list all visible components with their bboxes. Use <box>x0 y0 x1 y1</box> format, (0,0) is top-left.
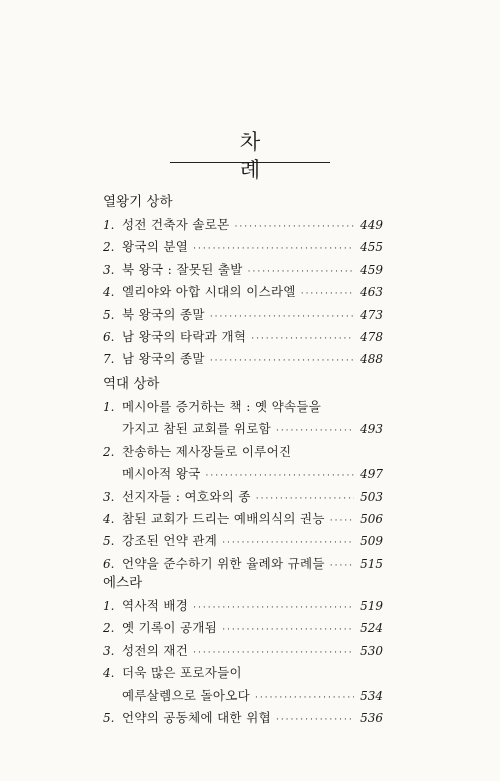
page-number: 459 <box>360 262 383 277</box>
toc-entry <box>103 707 383 729</box>
page-number: 493 <box>360 422 383 437</box>
toc-entry-line <box>103 662 383 684</box>
section-heading: 역대 상하 <box>103 376 160 392</box>
toc-entry <box>103 304 383 326</box>
entry-title: 더욱 많은 포로자들이 <box>122 665 242 681</box>
entry-title: 성전 건축자 솔로몬 <box>122 217 230 232</box>
dot-leader <box>330 510 354 532</box>
toc-entry <box>103 530 383 552</box>
toc-entry <box>103 396 383 441</box>
toc-entry-line <box>103 259 383 281</box>
toc-entry-line <box>103 530 383 552</box>
entry-number: 4. <box>103 666 115 681</box>
entry-number: 2. <box>103 621 115 636</box>
entry-number: 5. <box>103 710 115 725</box>
entry-title: 예루살렘으로 돌아오다 <box>122 687 251 703</box>
entry-title: 언약을 준수하기 위한 율례와 규례들 <box>122 555 325 571</box>
page-number: 488 <box>360 352 383 367</box>
dot-leader <box>276 709 354 731</box>
page-number: 463 <box>360 285 383 300</box>
toc-entry-line <box>103 685 383 707</box>
dot-leader <box>193 597 354 619</box>
entry-number: 1. <box>103 218 115 232</box>
entry-number: 2. <box>103 444 115 459</box>
entry-title: 선지자들 : 여호와의 종 <box>122 488 251 504</box>
entry-title: 역사적 배경 <box>122 598 189 613</box>
toc-section-chronicles <box>103 374 383 575</box>
page-number: 519 <box>360 599 383 613</box>
page-number: 503 <box>360 489 383 504</box>
entry-number: 3. <box>103 262 115 277</box>
toc-entry-line <box>103 595 383 617</box>
dot-leader <box>193 642 354 664</box>
toc-entry-line <box>103 236 383 258</box>
toc-entry-line <box>103 640 383 662</box>
toc-entry <box>103 441 383 486</box>
dot-leader <box>276 420 354 442</box>
toc-entry-line <box>103 396 383 418</box>
entry-title: 엘리야와 아합 시대의 이스라엘 <box>122 284 296 300</box>
dot-leader <box>248 261 354 283</box>
toc-entry <box>103 508 383 530</box>
entry-number: 1. <box>103 400 115 414</box>
entry-list <box>103 595 383 729</box>
page-number: 536 <box>360 710 383 725</box>
page-title: 차 례 <box>239 130 295 182</box>
toc-entry-line <box>103 707 383 729</box>
toc-entry-line <box>103 508 383 530</box>
entry-title: 옛 기록이 공개됨 <box>122 620 218 636</box>
page-number: 449 <box>360 218 383 232</box>
entry-list <box>103 396 383 575</box>
entry-number: 6. <box>103 329 115 344</box>
entry-number: 3. <box>103 643 115 658</box>
entry-number: 1. <box>103 599 115 613</box>
section-heading: 열왕기 상하 <box>103 194 173 210</box>
toc-section-ezra <box>103 573 383 729</box>
entry-number: 4. <box>103 285 115 300</box>
toc-entry <box>103 326 383 348</box>
toc-entry <box>103 662 383 707</box>
page-number: 524 <box>360 621 383 636</box>
dot-leader <box>256 488 354 510</box>
page-number: 473 <box>360 307 383 322</box>
toc-entry <box>103 486 383 508</box>
entry-title: 북 왕국의 종말 <box>122 306 205 322</box>
entry-title: 메시아적 왕국 <box>122 466 201 482</box>
dot-leader <box>301 283 354 305</box>
entry-number: 5. <box>103 307 115 322</box>
page-number: 506 <box>360 511 383 526</box>
toc-entry-line <box>103 214 383 236</box>
dot-leader <box>210 306 354 328</box>
entry-title: 남 왕국의 종말 <box>122 351 205 367</box>
toc-entry-line <box>103 281 383 303</box>
entry-title: 남 왕국의 타락과 개혁 <box>122 328 247 344</box>
entry-number: 6. <box>103 556 115 571</box>
entry-number: 7. <box>103 352 115 367</box>
entry-title: 강조된 언약 관계 <box>122 533 218 549</box>
page-number: 478 <box>360 329 383 344</box>
toc-entry <box>103 595 383 617</box>
toc-entry-line <box>103 617 383 639</box>
section-heading: 에스라 <box>103 575 143 591</box>
toc-entry <box>103 236 383 258</box>
toc-entry <box>103 553 383 575</box>
entry-title: 왕국의 분열 <box>122 239 189 255</box>
entry-number: 3. <box>103 489 115 504</box>
toc-entry-line <box>103 326 383 348</box>
dot-leader <box>251 328 354 350</box>
entry-list <box>103 214 383 371</box>
toc-entry-line <box>103 418 383 440</box>
dot-leader <box>210 350 354 372</box>
page-number: 534 <box>360 688 383 703</box>
toc-entry <box>103 259 383 281</box>
toc-entry-line <box>103 304 383 326</box>
entry-title: 가지고 참된 교회를 위로함 <box>122 421 271 437</box>
entry-title: 언약의 공동체에 대한 위협 <box>122 709 271 725</box>
toc-entry <box>103 640 383 662</box>
toc-entry <box>103 348 383 370</box>
toc-section-kings <box>103 192 383 371</box>
dot-leader <box>206 465 354 487</box>
dot-leader <box>193 238 354 260</box>
toc-entry-line <box>103 553 383 575</box>
page-number: 515 <box>360 556 383 571</box>
page-number: 509 <box>360 534 383 549</box>
entry-title: 참된 교회가 드리는 예배의식의 권능 <box>122 510 325 526</box>
dot-leader <box>222 532 354 554</box>
dot-leader <box>235 216 354 238</box>
entry-number: 2. <box>103 240 115 255</box>
toc-entry-line <box>103 441 383 463</box>
toc-entry-line <box>103 348 383 370</box>
dot-leader <box>222 619 354 641</box>
toc-header <box>170 128 330 182</box>
entry-number: 4. <box>103 511 115 526</box>
toc-entry <box>103 281 383 303</box>
page-number: 497 <box>360 467 383 482</box>
entry-title: 메시아를 증거하는 책 : 옛 약속들을 <box>122 399 322 414</box>
toc-entry-line <box>103 486 383 508</box>
toc-entry-line <box>103 463 383 485</box>
entry-number: 5. <box>103 534 115 549</box>
toc-entry <box>103 617 383 639</box>
entry-title: 북 왕국 : 잘못된 출발 <box>122 261 243 277</box>
entry-title: 성전의 재건 <box>122 642 189 658</box>
page-number: 530 <box>360 643 383 658</box>
page-number: 455 <box>360 240 383 255</box>
dot-leader <box>255 687 354 709</box>
entry-title: 찬송하는 제사장들로 이루어진 <box>122 443 292 459</box>
toc-entry <box>103 214 383 236</box>
